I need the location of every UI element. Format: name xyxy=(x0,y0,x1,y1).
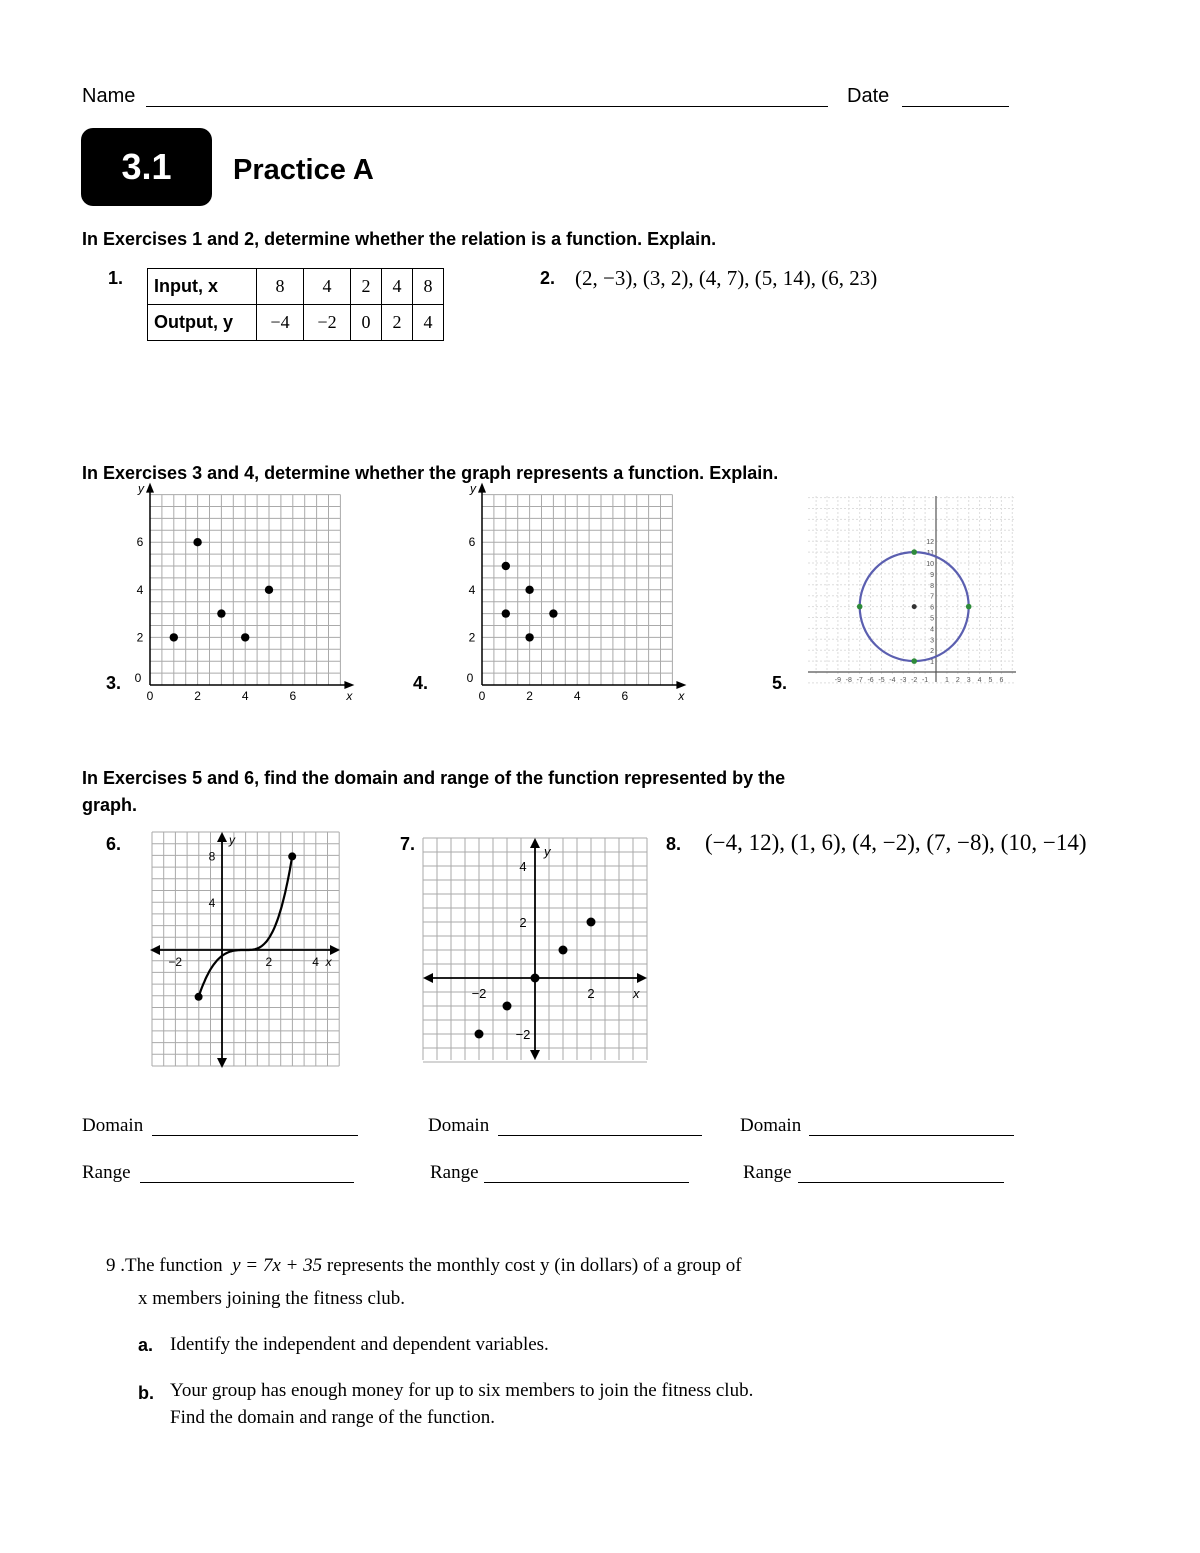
y-tick-label: 4 xyxy=(468,582,476,597)
y-tick-label: 4 xyxy=(208,896,216,911)
table-cell: −4 xyxy=(257,305,304,341)
domain-label: Domain xyxy=(740,1115,802,1136)
question-9-line1 xyxy=(106,1250,742,1282)
date-label: Date xyxy=(847,85,890,107)
range-answer-7[interactable] xyxy=(484,1182,689,1183)
x-tick-label: -6 xyxy=(867,677,874,684)
section1-instruction: In Exercises 1 and 2, determine whether the relation is a function. Explain. xyxy=(82,229,717,249)
y-axis-arrow xyxy=(530,1050,540,1060)
exercise-1-number: 1. xyxy=(108,268,124,288)
y-tick-label: 2 xyxy=(519,915,527,930)
y-tick-label: 2 xyxy=(468,630,476,645)
section3-instruction xyxy=(82,765,785,819)
y-axis-label: y xyxy=(229,833,235,847)
page-title: Practice A xyxy=(233,154,374,186)
y-tick-label: 11 xyxy=(926,550,934,558)
x-tick-label: 6 xyxy=(289,689,297,703)
exercise-2-points: (2, −3), (3, 2), (4, 7), (5, 14), (6, 23) xyxy=(575,266,878,290)
x-tick-label: -8 xyxy=(845,677,852,684)
extreme-point xyxy=(911,549,917,555)
circle-center-point xyxy=(912,604,917,609)
data-point xyxy=(475,1030,484,1039)
x-axis-label: x xyxy=(325,955,332,969)
exercise-3-number: 3. xyxy=(106,673,122,693)
data-point xyxy=(525,586,533,594)
x-tick-label: 5 xyxy=(988,677,993,684)
table-cell: 0 xyxy=(351,305,382,341)
y-tick-label: 2 xyxy=(136,630,144,645)
x-tick-label: 1 xyxy=(944,677,949,684)
x-tick-label: -4 xyxy=(889,677,896,684)
y-tick-label: 2 xyxy=(930,648,934,656)
range-answer-8[interactable] xyxy=(798,1182,1004,1183)
instruction-line: graph. xyxy=(82,795,138,815)
range-label: Range xyxy=(430,1162,479,1183)
table-cell: 4 xyxy=(413,305,444,341)
y-axis-label: y xyxy=(138,481,144,496)
data-point xyxy=(170,633,178,641)
table-cell: 4 xyxy=(304,269,351,305)
x-tick-label: 2 xyxy=(265,955,273,969)
range-answer-6[interactable] xyxy=(140,1182,354,1183)
y-tick-label: 6 xyxy=(468,535,476,550)
question-9-text: The function xyxy=(125,1255,223,1276)
x-tick-label: 6 xyxy=(621,689,629,703)
x-axis-arrow xyxy=(423,973,433,983)
x-tick-label: -2 xyxy=(911,677,918,684)
exercise-3-graph xyxy=(128,481,353,705)
data-point xyxy=(559,946,568,955)
domain-label: Domain xyxy=(82,1115,144,1136)
x-axis-label: x xyxy=(346,689,353,703)
origin-label: 0 xyxy=(466,671,474,685)
table-cell: −2 xyxy=(304,305,351,341)
table-cell: 8 xyxy=(257,269,304,305)
endpoint xyxy=(195,993,203,1001)
extreme-point xyxy=(911,658,917,664)
part-b-text xyxy=(170,1377,753,1431)
x-tick-label: -9 xyxy=(834,677,842,684)
y-tick-label: 1 xyxy=(930,659,934,667)
x-tick-label: -1 xyxy=(921,677,929,684)
x-tick-label: −2 xyxy=(168,955,183,969)
exercise-7-number: 7. xyxy=(400,834,416,854)
y-tick-label: 3 xyxy=(930,637,934,645)
y-tick-label: 5 xyxy=(930,615,934,623)
domain-answer-8[interactable] xyxy=(809,1135,1014,1136)
input-output-table xyxy=(147,268,444,341)
x-tick-label: 2 xyxy=(526,689,533,703)
x-tick-label: 3 xyxy=(966,677,971,684)
table-row xyxy=(148,269,444,305)
question-9-text: represents the monthly cost y (in dollars) of a group of xyxy=(326,1255,742,1276)
table-cell: 4 xyxy=(382,269,413,305)
y-axis-arrow xyxy=(217,832,227,842)
table-row xyxy=(148,305,444,341)
y-tick-label: 4 xyxy=(136,582,144,597)
x-axis-arrow xyxy=(637,973,647,983)
x-tick-label: 6 xyxy=(999,677,1004,684)
question-9-line2: x members joining the fitness club. xyxy=(138,1288,406,1309)
exercise-4-graph xyxy=(460,481,685,705)
exercise-8-number: 8. xyxy=(666,834,682,854)
data-point xyxy=(587,918,596,927)
x-tick-label: −2 xyxy=(471,986,487,1001)
x-tick-label: -5 xyxy=(878,677,885,684)
exercise-2-number: 2. xyxy=(540,268,556,288)
x-tick-label: 2 xyxy=(955,677,960,684)
y-tick-label: 4 xyxy=(930,626,934,634)
table-cell: 2 xyxy=(382,305,413,341)
x-tick-label: 0 xyxy=(146,689,154,703)
name-field[interactable] xyxy=(146,106,828,107)
y-tick-label: −2 xyxy=(515,1027,531,1042)
lesson-number-badge: 3.1 xyxy=(81,128,212,206)
x-axis-arrow xyxy=(330,945,340,955)
part-a-text: Identify the independent and dependent variables. xyxy=(170,1334,549,1355)
x-tick-label: 4 xyxy=(312,955,319,969)
part-b-line: Your group has enough money for up to six members to join the fitness club. xyxy=(170,1380,754,1401)
y-tick-label: 10 xyxy=(926,561,934,568)
question-9-number: 9 xyxy=(106,1255,116,1276)
y-tick-label: 6 xyxy=(136,535,144,550)
data-point xyxy=(217,609,225,617)
data-point xyxy=(241,633,249,641)
part-b-line: Find the domain and range of the function. xyxy=(170,1407,496,1428)
data-point xyxy=(531,974,540,983)
y-axis-arrow xyxy=(530,838,540,848)
exercise-4-number: 4. xyxy=(413,673,429,693)
part-b-label: b. xyxy=(138,1383,154,1403)
table-cell: 2 xyxy=(351,269,382,305)
data-point xyxy=(525,633,533,641)
x-tick-label: 4 xyxy=(977,677,982,684)
output-header: Output, y xyxy=(148,305,257,341)
exercise-5-number: 5. xyxy=(772,673,788,693)
y-axis-label: y xyxy=(470,481,476,496)
question-9-equation: y = 7x + 35 xyxy=(232,1255,323,1276)
range-label: Range xyxy=(82,1162,131,1183)
y-tick-label: 6 xyxy=(930,604,934,612)
x-axis-label: x xyxy=(678,689,685,703)
instruction-line: In Exercises 5 and 6, find the domain and range of the function represented by the xyxy=(82,768,786,788)
x-axis-arrow xyxy=(676,681,686,689)
x-tick-label: 0 xyxy=(478,689,486,703)
domain-answer-6[interactable] xyxy=(152,1135,358,1136)
x-tick-label: -3 xyxy=(900,677,907,684)
data-point xyxy=(502,562,510,570)
x-axis-label: x xyxy=(633,986,640,1001)
data-point xyxy=(503,1002,512,1011)
domain-label: Domain xyxy=(428,1115,490,1136)
data-point xyxy=(502,609,510,617)
date-field[interactable] xyxy=(902,106,1009,107)
data-point xyxy=(549,609,557,617)
exercise-6-graph xyxy=(150,830,342,1070)
exercise-8-points: (−4, 12), (1, 6), (4, −2), (7, −8), (10, −14) xyxy=(705,830,1087,855)
name-label: Name xyxy=(82,85,136,107)
x-tick-label: 4 xyxy=(241,689,249,703)
range-label: Range xyxy=(743,1162,792,1183)
x-axis-arrow xyxy=(344,681,354,689)
extreme-point xyxy=(857,604,863,610)
section2-instruction: In Exercises 3 and 4, determine whether the graph represents a function. Explain. xyxy=(82,463,779,483)
exercise-7-graph xyxy=(421,836,651,1064)
table-cell: 8 xyxy=(413,269,444,305)
y-tick-label: 7 xyxy=(930,593,934,601)
input-header: Input, x xyxy=(148,269,257,305)
exercise-6-number: 6. xyxy=(106,834,122,854)
y-tick-label: 4 xyxy=(519,859,527,874)
x-tick-label: 2 xyxy=(587,986,595,1001)
x-tick-label: 2 xyxy=(194,689,201,703)
domain-answer-7[interactable] xyxy=(498,1135,702,1136)
y-tick-label: 12 xyxy=(926,539,934,547)
y-axis-label: y xyxy=(544,844,551,859)
origin-label: 0 xyxy=(134,671,142,685)
extreme-point xyxy=(966,604,972,610)
data-point xyxy=(193,538,201,546)
endpoint xyxy=(288,852,296,860)
part-a-label: a. xyxy=(138,1335,154,1355)
exercise-5-graph xyxy=(806,494,1018,686)
x-tick-label: -7 xyxy=(856,677,863,684)
y-tick-label: 9 xyxy=(930,571,934,579)
question-9-dot: . xyxy=(120,1255,125,1276)
data-point xyxy=(265,586,273,594)
y-tick-label: 8 xyxy=(208,849,216,864)
y-tick-label: 8 xyxy=(930,582,934,590)
x-tick-label: 4 xyxy=(573,689,581,703)
